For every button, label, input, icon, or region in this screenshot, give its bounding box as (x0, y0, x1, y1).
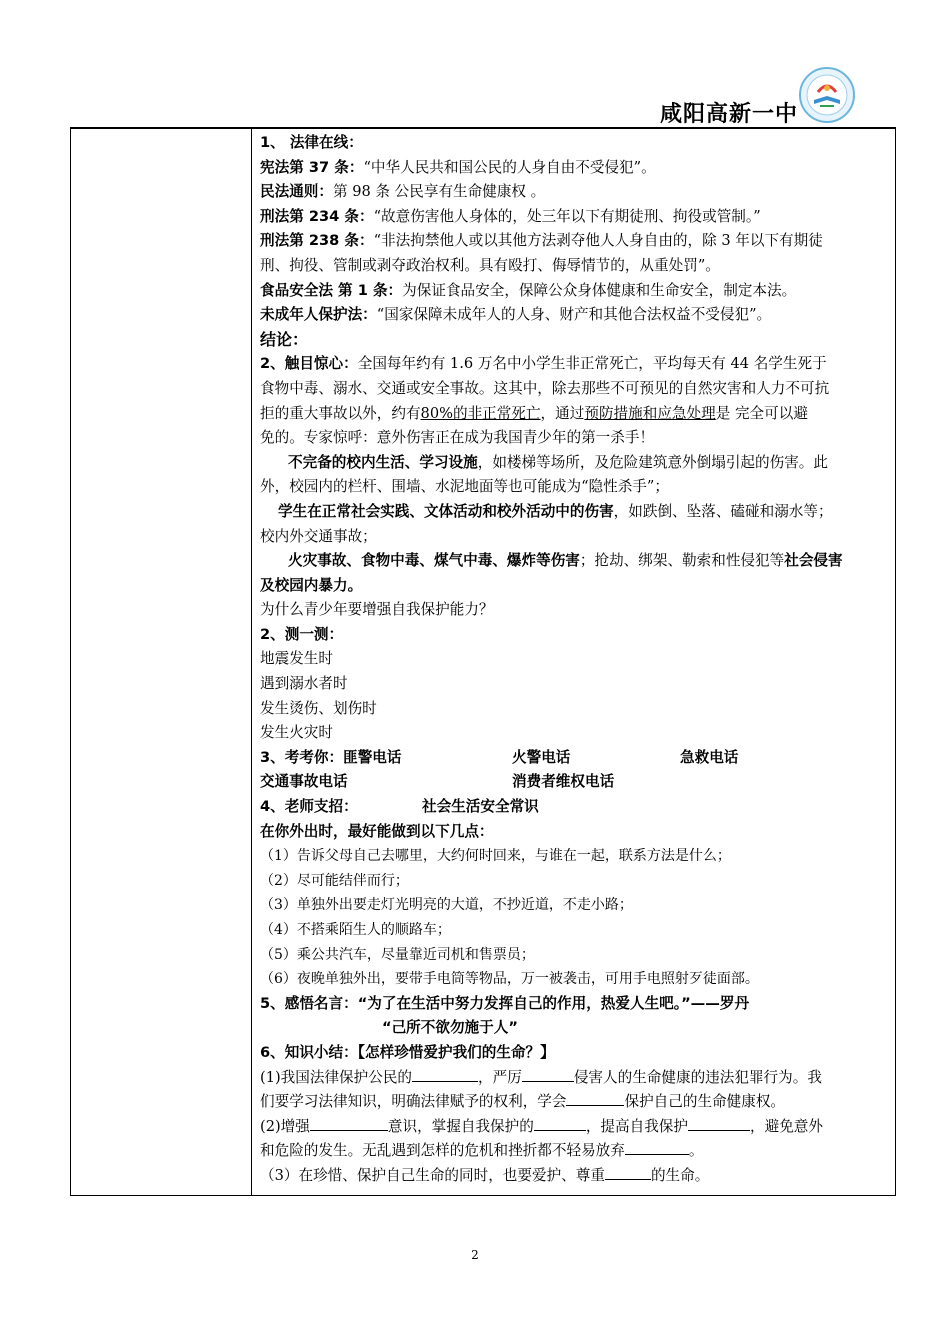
phone-row (260, 746, 890, 771)
summary-line (260, 1164, 890, 1189)
phone-label: 3、考考你：匪警电话 (260, 748, 402, 766)
bold-text: 不完备的校内生活、学习设施 (288, 453, 478, 471)
text-span: ，严厉 (478, 1068, 522, 1086)
summary-line (260, 1090, 890, 1115)
fill-blank[interactable] (310, 1116, 388, 1131)
text-span: 和危险的发生。无乱遇到怎样的危机和挫折都不轻易放弃 (260, 1142, 625, 1160)
test-item: 发生火灾时 (260, 724, 333, 742)
fill-blank[interactable] (522, 1067, 574, 1082)
text-span: 的生命。 (650, 1166, 710, 1184)
quote-line: “己所不欲勿施于人” (382, 1019, 518, 1037)
fill-blank[interactable] (412, 1067, 478, 1082)
law-title: 未成年人保护法： (260, 306, 377, 324)
tip-item: （2）尽可能结伴而行； (260, 872, 409, 889)
summary-line (260, 1066, 890, 1091)
text-span: (2)增强 (260, 1117, 310, 1135)
tip-item: （5）乘公共汽车，尽量靠近司机和售票员； (260, 946, 535, 963)
tip-item: （3）单独外出要走灯光明亮的大道，不抄近道，不走小路； (260, 897, 633, 914)
page-header (70, 66, 896, 128)
text-span: 完全可以避 (730, 404, 808, 422)
fill-blank[interactable] (688, 1116, 750, 1131)
law-title: 刑法第 234 条： (260, 207, 374, 225)
text-line (260, 205, 890, 230)
underlined-text: 80%的非正常死亡 (420, 404, 541, 422)
text-line: 外，校园内的栏杆、围墙、水泥地面等也可能成为“隐性杀手”； (260, 478, 669, 496)
text-span: ，如楼梯等场所，及危险建筑意外倒塌引起的伤害。此 (477, 453, 828, 471)
section-subtitle: 社会生活安全常识 (422, 798, 539, 816)
tip-item: （6）夜晚单独外出，要带手电筒等物品，万一被袭击，可用手电照射歹徒面部。 (260, 971, 759, 988)
text-line (260, 303, 890, 328)
bold-text: 学生在正常社会实践、文体活动和校外活动中的伤害 (278, 502, 614, 520)
section-text: 全国每年约有 1.6 万名中小学生非正常死亡，平均每天有 44 名学生死于 (357, 355, 827, 373)
page-number: 2 (471, 1248, 479, 1262)
law-text: “中华人民共和国公民的人身自由不受侵犯”。 (363, 158, 656, 176)
law-title: 刑法第 238 条： (260, 232, 374, 250)
tip-item: （1）告诉父母自己去哪里，大约何时回来，与谁在一起，联系方法是什么； (260, 848, 731, 865)
text-span: 是 (715, 404, 731, 422)
text-line (260, 279, 890, 304)
text-span: 。 (688, 1142, 704, 1160)
text-span: 侵害人的生命健康的违法犯罪行为。我 (573, 1068, 822, 1086)
summary-heading: 6、知识小结：【怎样珍惜爱护我们的生命？】 (260, 1043, 555, 1061)
law-title: 民法通则： (260, 183, 333, 201)
phone-label: 急救电话 (680, 748, 739, 766)
quote-line: 5、感悟名言：“为了在生活中努力发挥自己的作用，热爱人生吧。”——罗丹 (260, 994, 750, 1012)
summary-line (260, 1139, 890, 1164)
phone-label: 交通事故电话 (260, 773, 348, 791)
lesson-content (260, 131, 890, 1189)
section-title: 4、老师支招： (260, 798, 358, 816)
text-line: 免的。专家惊呼：意外伤害正在成为我国青少年的第一杀手！ (260, 429, 655, 447)
section-law: 1、 法律在线： (260, 134, 363, 151)
law-text: “国家保障未成年人的人身、财产和其他合法权益不受侵犯”。 (376, 306, 772, 324)
text-span: （3）在珍惜、保护自己生命的同时，也要爱护、尊重 (260, 1166, 605, 1184)
tip-item: （4）不搭乘陌生人的顺路车； (260, 922, 451, 938)
school-name: 咸阳高新一中 (659, 102, 798, 127)
text-span: 们要学习法律知识，明确法律赋予的权利，学会 (260, 1093, 567, 1111)
text-line (260, 549, 890, 574)
text-span: 意识，掌握自我保护的 (387, 1117, 534, 1135)
text-span: (1)我国法律保护公民的 (260, 1068, 413, 1086)
phone-label: 火警电话 (512, 748, 571, 766)
school-logo-icon (798, 66, 856, 124)
test-item: 发生烫伤、划伤时 (260, 699, 377, 717)
text-span: ；抢劫、绑架、勒索和性侵犯等 (579, 552, 785, 570)
law-title: 食品安全法 第 1 条： (260, 281, 403, 299)
text-line: 为什么青少年要增强自我保护能力？ (260, 601, 494, 619)
fill-blank[interactable] (534, 1116, 586, 1131)
test-item: 地震发生时 (260, 650, 333, 668)
text-line (260, 352, 890, 377)
tips-heading (260, 795, 890, 820)
text-line (260, 451, 890, 476)
law-text: “非法拘禁他人或以其他方法剥夺他人人身自由的，除 3 年以下有期徒 (373, 232, 823, 250)
left-column (71, 129, 252, 1195)
text-line (260, 500, 890, 525)
text-span: ，如跌倒、坠落、磕碰和溺水等； (613, 502, 833, 520)
text-span: ，提高自我保护 (585, 1117, 688, 1135)
text-line: 刑、拘役、管制或剥夺政治权利。具有殴打、侮辱情节的，从重处罚”。 (260, 256, 720, 274)
law-text: 第 98 条 公民享有生命健康权 。 (332, 183, 546, 201)
bold-text: 火灾事故、食物中毒、煤气中毒、爆炸等伤害 (288, 552, 580, 570)
law-text: “故意伤害他人身体的，处三年以下有期徒刑、拘役或管制。” (373, 207, 761, 225)
lesson-table (70, 128, 896, 1196)
text-span: ，避免意外 (750, 1117, 823, 1135)
phone-label: 消费者维权电话 (512, 773, 615, 791)
text-span: 保护自己的生命健康权。 (624, 1093, 786, 1111)
test-item: 遇到溺水者时 (260, 675, 348, 693)
law-text: 为保证食品安全，保障公众身体健康和生命安全，制定本法。 (402, 281, 797, 299)
summary-line (260, 1115, 890, 1140)
text-line (260, 180, 890, 205)
fill-blank[interactable] (566, 1091, 624, 1106)
underlined-text: 预防措施和应急处理 (584, 404, 716, 422)
fill-blank[interactable] (625, 1140, 689, 1155)
text-line: 校内外交通事故； (260, 527, 377, 545)
text-span: ，通过 (540, 404, 585, 422)
law-title: 宪法第 37 条： (260, 158, 364, 176)
text-span: 拒的重大事故以外，约有 (260, 404, 421, 422)
bold-text: 社会侵害 (784, 552, 843, 570)
section-test: 2、测一测： (260, 625, 344, 643)
fill-blank[interactable] (605, 1165, 651, 1180)
conclusion-heading: 结论： (260, 329, 309, 349)
text-line (260, 402, 890, 427)
text-line (260, 229, 890, 254)
text-line (260, 156, 890, 181)
text-line: 食物中毒、溺水、交通或安全事故。这其中，除去那些不可预见的自然灾害和人力不可抗 (260, 379, 830, 397)
text-line: 及校园内暴力。 (260, 576, 363, 594)
section-title: 2、触目惊心： (260, 355, 358, 373)
text-line: 在你外出时，最好能做到以下几点： (260, 822, 494, 840)
phone-row (260, 770, 890, 795)
